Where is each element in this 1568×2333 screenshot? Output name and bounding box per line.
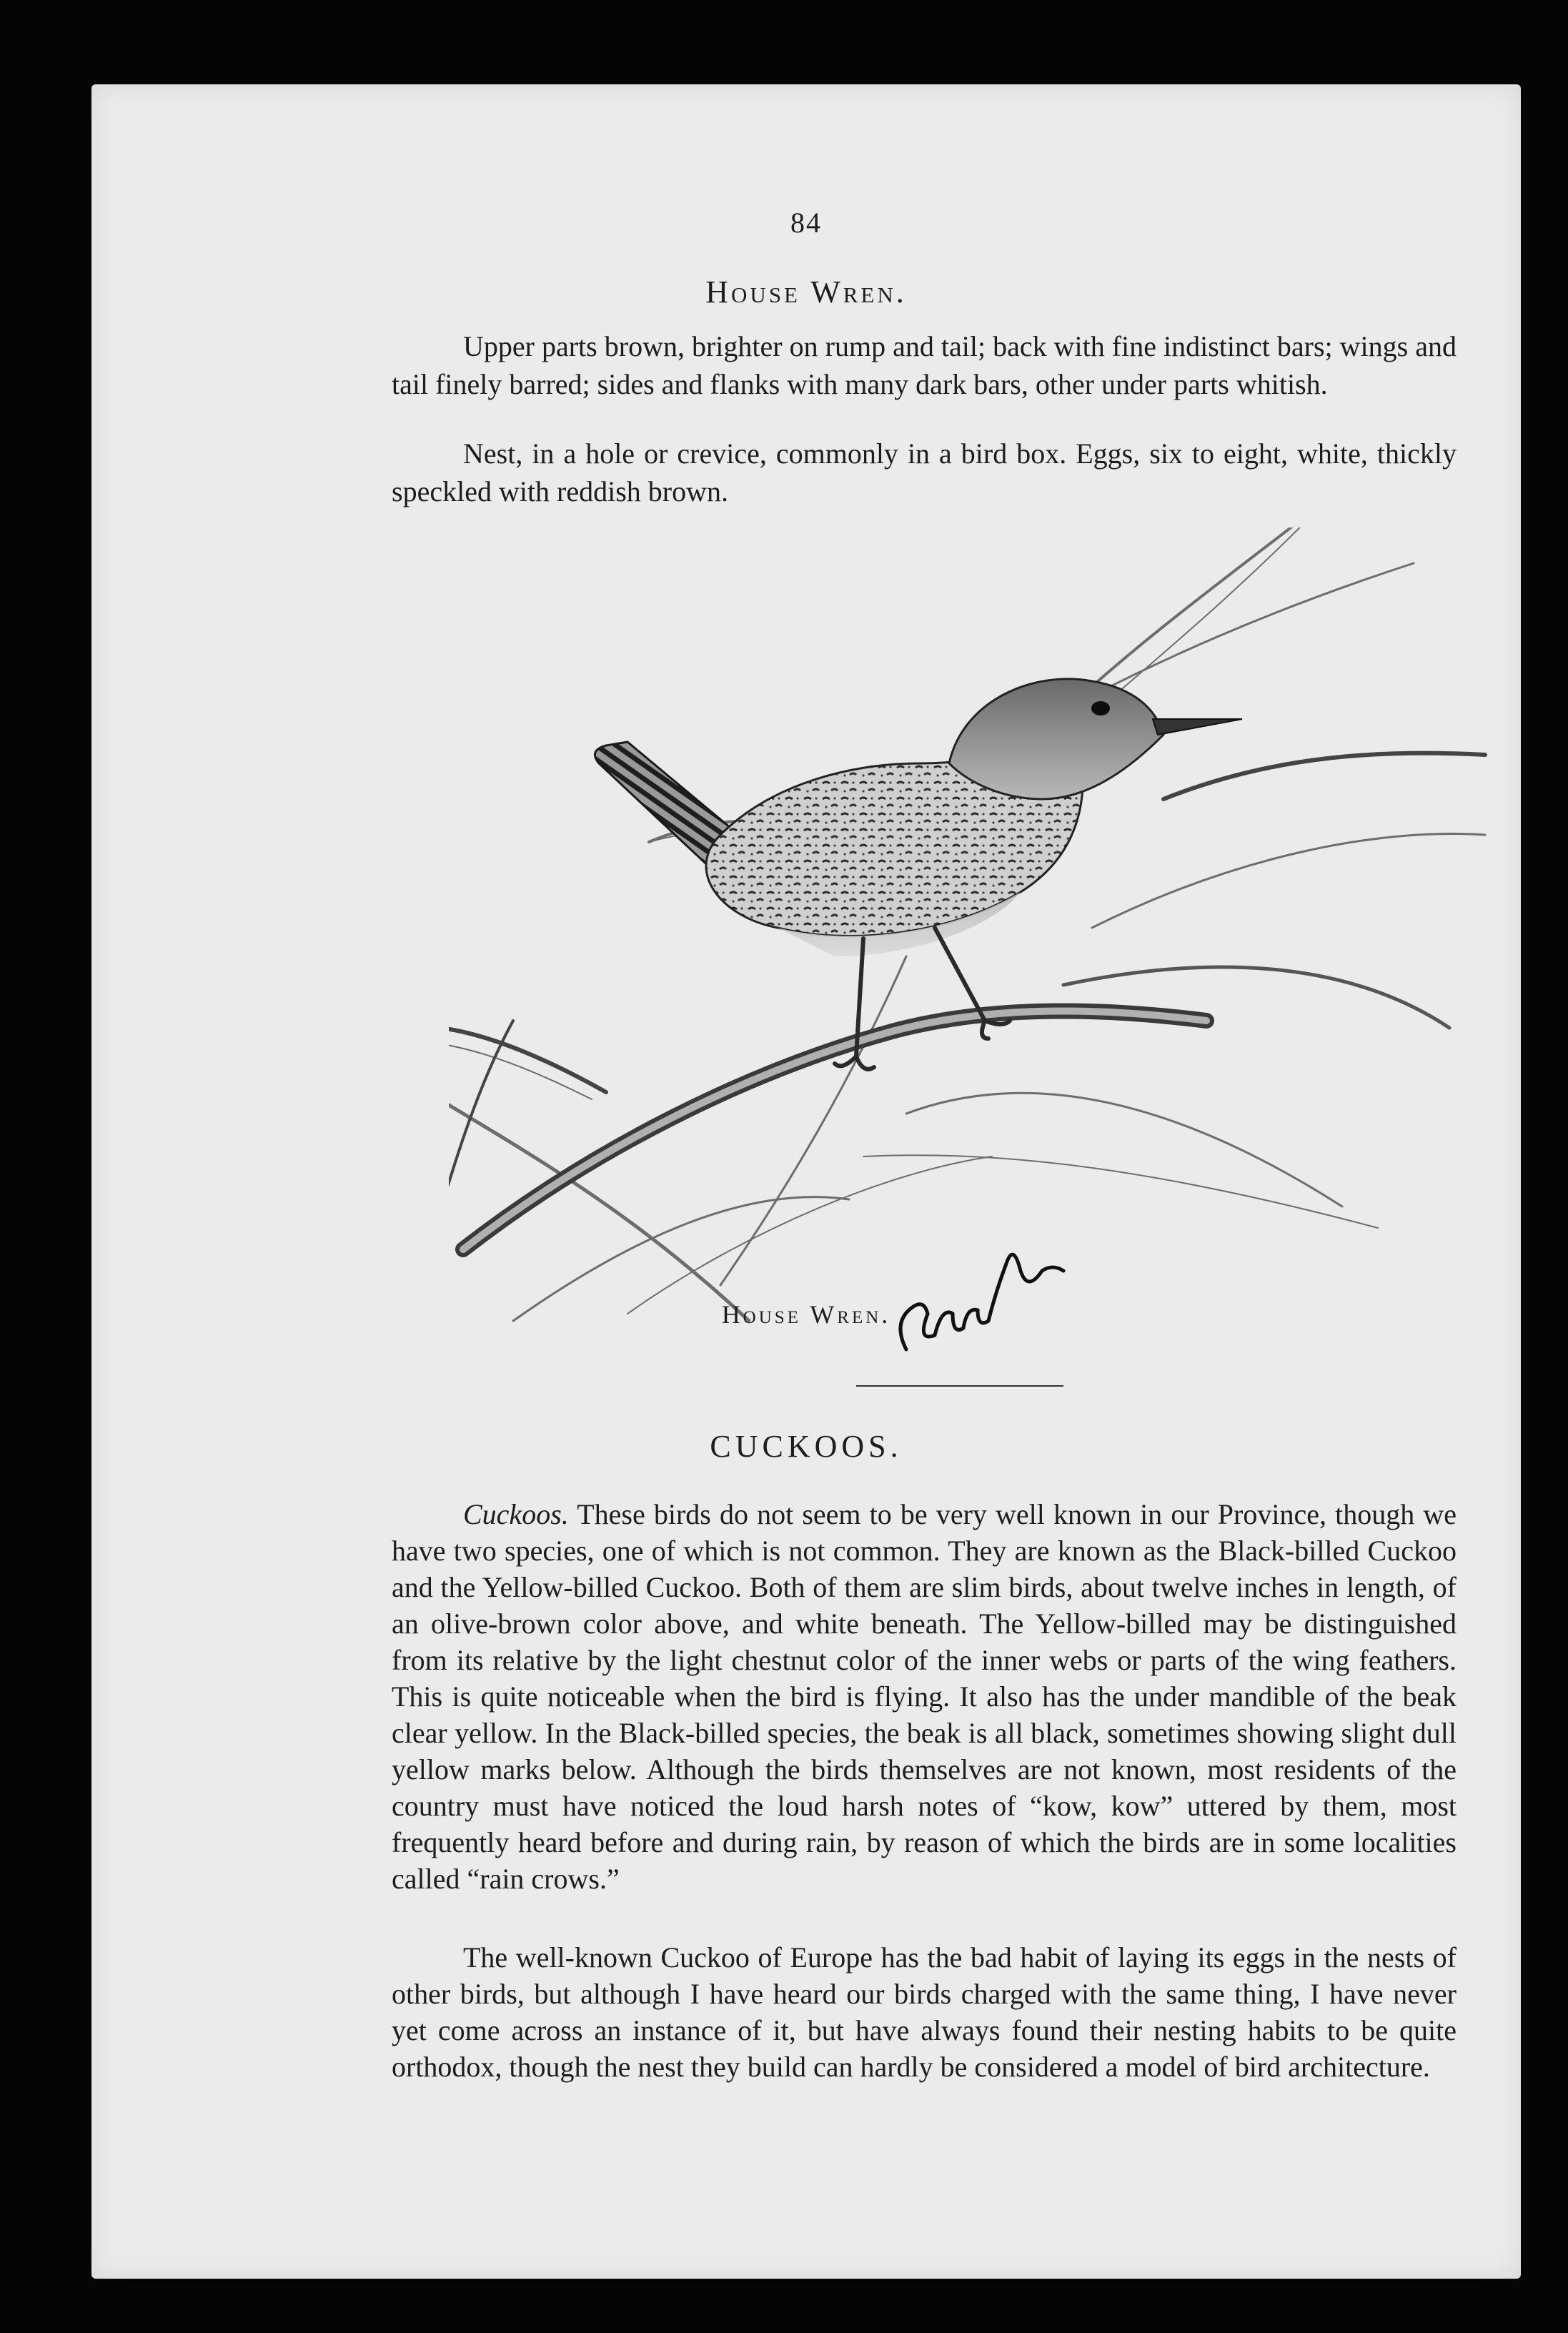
page-number: 84 — [790, 207, 822, 239]
wren-beak — [1153, 719, 1242, 735]
cuckoos-heading: CUCKOOS. — [710, 1429, 903, 1464]
illustration-caption: House Wren. — [721, 1300, 891, 1329]
house-wren-nest-info: Nest, in a hole or crevice, commonly in a bird box. Eggs, six to eight, white, thickly speckled with reddish brown. — [392, 437, 1457, 507]
cuckoos-paragraph-2: The well-known Cuckoo of Europe has the bad habit of laying its eggs in the nests of other birds, but although I have heard our birds charged with the same thing, I have never yet come across an instance of it, but have always found their nesting habits to be quite orthodox, though the nest they build can hardly be considered a model of bird architecture. — [392, 1941, 1457, 2083]
cuckoos-paragraph-1-text: These birds do not seem to be very well known in our Province, though we have two species, one of which is not common. They are known as the Black-billed Cuckoo and the Yellow-billed Cuckoo. Both of them are slim birds, about twelve inches in length, of an olive-brown color above, and white beneath. The Yellow-billed may be distinguished from its relative by the light chestnut color of the inner webs or parts of the wing feathers. This is quite noticeable when the bird is flying. It also has the under mandible of the beak clear yellow. In the Black-billed species, the beak is all black, sometimes showing slight dull yellow marks below. Although the birds themselves are not known, most residents of the country must have noticed the loud harsh notes of “kow, kow” uttered by them, most frequently heard before and during rain, by reason of which the birds are in some localities called “rain crows.” — [392, 1498, 1457, 1895]
house-wren-description: Upper parts brown, brighter on rump and tail; back with fine indistinct bars; wings and tail finely barred; sides and flanks with many dark bars, other under parts whitish. — [392, 330, 1457, 400]
grass-blades — [449, 527, 1485, 1364]
house-wren-heading: House Wren. — [705, 274, 907, 309]
house-wren-illustration — [449, 527, 1521, 1392]
section-divider — [856, 1385, 1063, 1387]
book-page — [91, 84, 1521, 2279]
cuckoos-paragraph-1 — [392, 1496, 1457, 1897]
cuckoos-lead: Cuckoos. — [463, 1498, 569, 1530]
wren-eye — [1091, 701, 1110, 715]
wren-head — [949, 679, 1163, 799]
